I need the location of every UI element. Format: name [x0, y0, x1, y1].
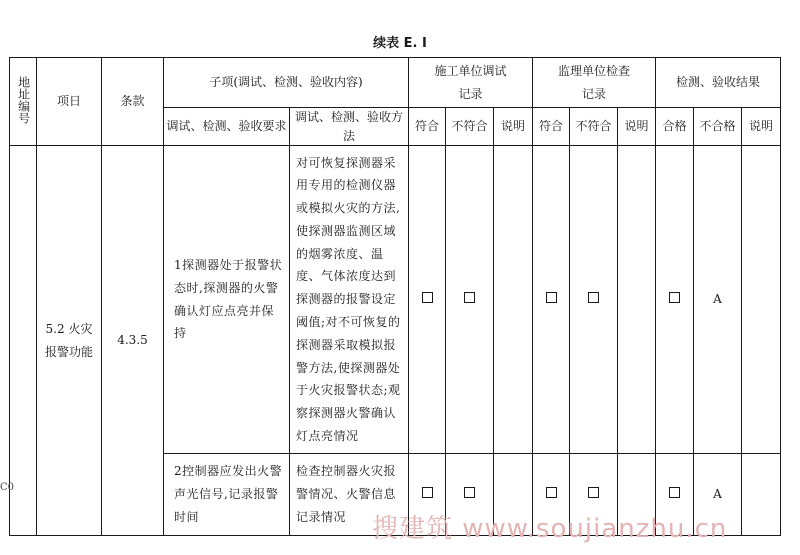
note-cell — [618, 146, 656, 454]
header-note: 说明 — [742, 108, 781, 146]
note-cell — [742, 146, 781, 454]
header-note: 说明 — [494, 108, 533, 146]
header-conform: 符合 — [533, 108, 570, 146]
item-cell: 5.2 火灾报警功能 — [37, 146, 102, 536]
requirement-cell: 2控制器应发出火警声光信号,记录报警时间 — [164, 454, 290, 536]
header-result: 检测、验收结果 — [656, 58, 781, 108]
header-requirement: 调试、检测、验收要求 — [164, 108, 290, 146]
table-row — [10, 146, 781, 454]
header-nonconform: 不符合 — [446, 108, 494, 146]
requirement-cell: 1探测器处于报警状态时,探测器的火警确认灯应点亮并保持 — [164, 146, 290, 454]
header-conform: 符合 — [409, 108, 446, 146]
header-item: 项日 — [37, 58, 102, 146]
nonconform-checkbox[interactable] — [570, 146, 618, 454]
nonconform-checkbox[interactable] — [446, 146, 494, 454]
header-note: 说明 — [618, 108, 656, 146]
table-title: 续表 E. I — [373, 36, 427, 51]
header-supervision-unit: 监理单位检查记录 — [533, 58, 656, 108]
header-clause: 条款 — [102, 58, 164, 146]
pass-checkbox[interactable] — [656, 146, 694, 454]
header-nonconform: 不符合 — [570, 108, 618, 146]
acceptance-table — [9, 57, 781, 536]
header-fail: 不合格 — [694, 108, 742, 146]
address-no-cell — [10, 146, 37, 536]
header-construction-unit: 施工单位调试记录 — [409, 58, 533, 108]
grade-cell: A — [694, 146, 742, 454]
header-address-no: 地址编号 — [10, 58, 37, 146]
conform-checkbox[interactable] — [533, 146, 570, 454]
note-cell — [742, 454, 781, 536]
header-method: 调试、检测、验收方法 — [290, 108, 409, 146]
grade-cell: A — [694, 454, 742, 536]
watermark: 搜建筑 www.soujianzhu.cn — [372, 514, 728, 544]
method-cell: 对可恢复探测器采用专用的检测仪器或模拟火灾的方法,使探测器监测区域的烟雾浓度、温度、气体浓度达到探测器的报警设定阈值;对不可恢复的探测器采取模拟报警方法,使探测器处于火灾报警状态;观察探测器火警确认灯点亮情况 — [290, 146, 409, 454]
side-mark: C0 — [0, 482, 15, 493]
header-pass: 合格 — [656, 108, 694, 146]
note-cell — [494, 146, 533, 454]
clause-cell: 4.3.5 — [102, 146, 164, 536]
method-cell: 检查控制器火灾报警情况、火警信息记录情况 — [290, 454, 409, 536]
conform-checkbox[interactable] — [409, 146, 446, 454]
header-subitem: 子项(调试、检测、验收内容) — [164, 58, 409, 108]
